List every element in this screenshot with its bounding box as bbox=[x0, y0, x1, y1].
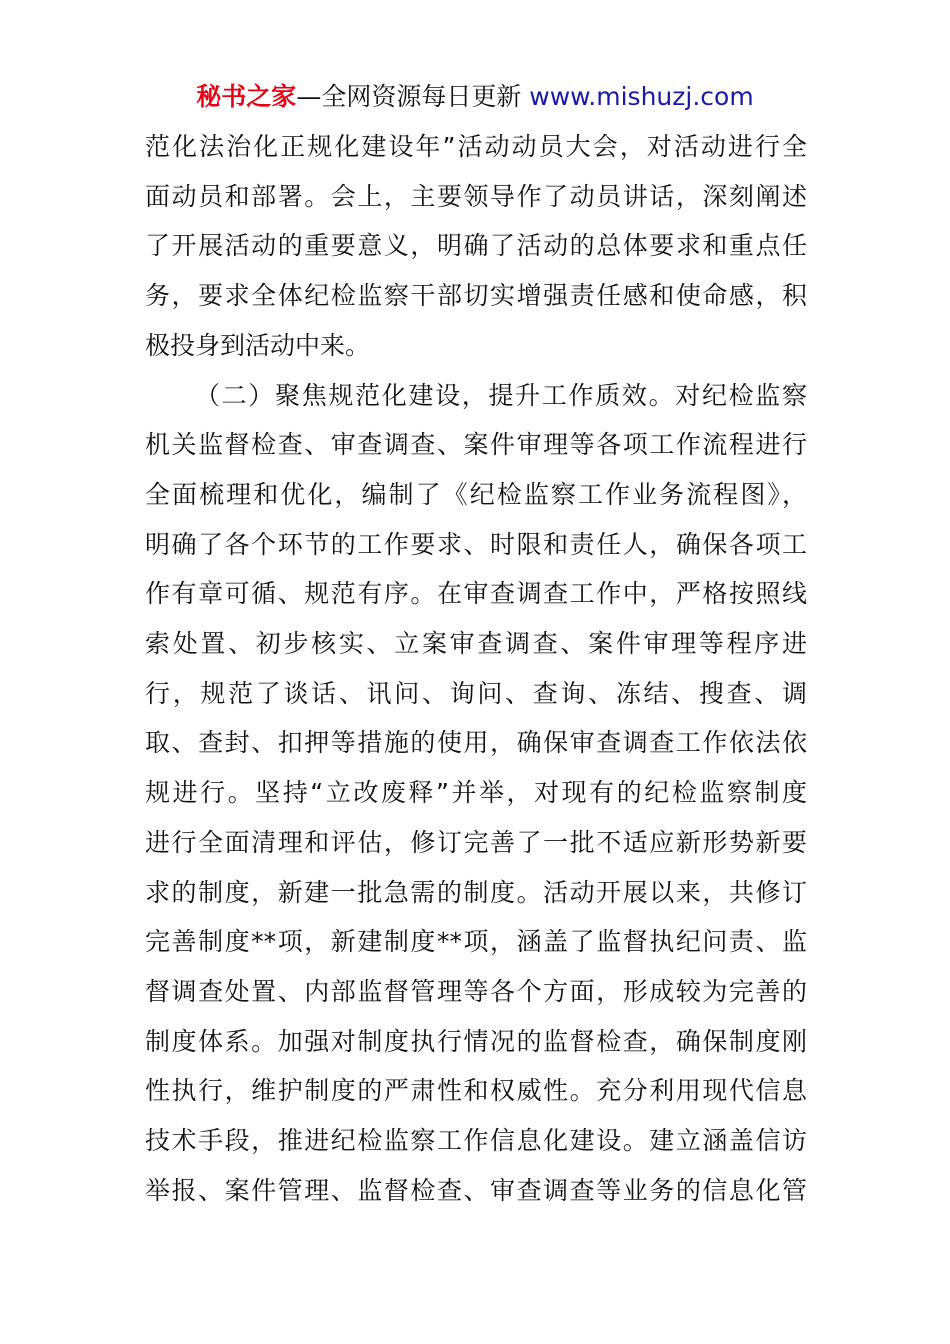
text-line: 制度体系。加强对制度执行情况的监督检查，确保制度刚 bbox=[145, 1026, 807, 1056]
text-line: 务，要求全体纪检监察干部切实增强责任感和使命感，积 bbox=[145, 281, 807, 311]
text-line: 督调查处置、内部监督管理等各个方面，形成较为完善的 bbox=[145, 976, 807, 1006]
text-line: 行，规范了谈话、讯问、询问、查询、冻结、搜查、调 bbox=[145, 678, 807, 708]
page-header bbox=[0, 80, 950, 114]
text-line: 作有章可循、规范有序。在审查调查工作中，严格按照线 bbox=[145, 579, 807, 609]
text-line: 求的制度，新建一批急需的制度。活动开展以来，共修订 bbox=[145, 877, 807, 907]
text-line: 技术手段，推进纪检监察工作信息化建设。建立涵盖信访 bbox=[145, 1126, 807, 1156]
text-line: 性执行，维护制度的严肃性和权威性。充分利用现代信息 bbox=[145, 1076, 807, 1106]
text-line: 规进行。坚持“立改废释”并举，对现有的纪检监察制度 bbox=[145, 778, 807, 808]
brand-name: 秘书之家 bbox=[196, 82, 297, 111]
header-tagline: —全网资源每日更新 bbox=[296, 82, 530, 111]
text-line: 机关监督检查、审查调查、案件审理等各项工作流程进行 bbox=[145, 430, 807, 460]
text-line: 明确了各个环节的工作要求、时限和责任人，确保各项工 bbox=[145, 529, 807, 559]
text-line: 范化法治化正规化建设年”活动动员大会，对活动进行全 bbox=[145, 132, 807, 161]
text-line: 面动员和部署。会上，主要领导作了动员讲话，深刻阐述 bbox=[145, 181, 807, 211]
text-line: 极投身到活动中来。 bbox=[145, 330, 371, 360]
text-line: 取、查封、扣押等措施的使用，确保审查调查工作依法依 bbox=[145, 728, 807, 758]
site-url[interactable]: www.mishuzj.com bbox=[529, 82, 754, 111]
text-line: 进行全面清理和评估，修订完善了一批不适应新形势新要 bbox=[145, 827, 807, 857]
text-line: 了开展活动的重要意义，明确了活动的总体要求和重点任 bbox=[145, 231, 807, 261]
text-line: 全面梳理和优化，编制了《纪检监察工作业务流程图》， bbox=[145, 479, 807, 509]
text-line: 完善制度**项，新建制度**项，涵盖了监督执纪问责、监 bbox=[145, 927, 807, 957]
text-line: 举报、案件管理、监督检查、审查调查等业务的信息化管 bbox=[145, 1175, 807, 1205]
document-body bbox=[145, 122, 807, 1215]
text-line: 索处置、初步核实、立案审查调查、案件审理等程序进 bbox=[145, 629, 807, 659]
text-line: （二）聚焦规范化建设，提升工作质效。对纪检监察 bbox=[195, 380, 807, 410]
